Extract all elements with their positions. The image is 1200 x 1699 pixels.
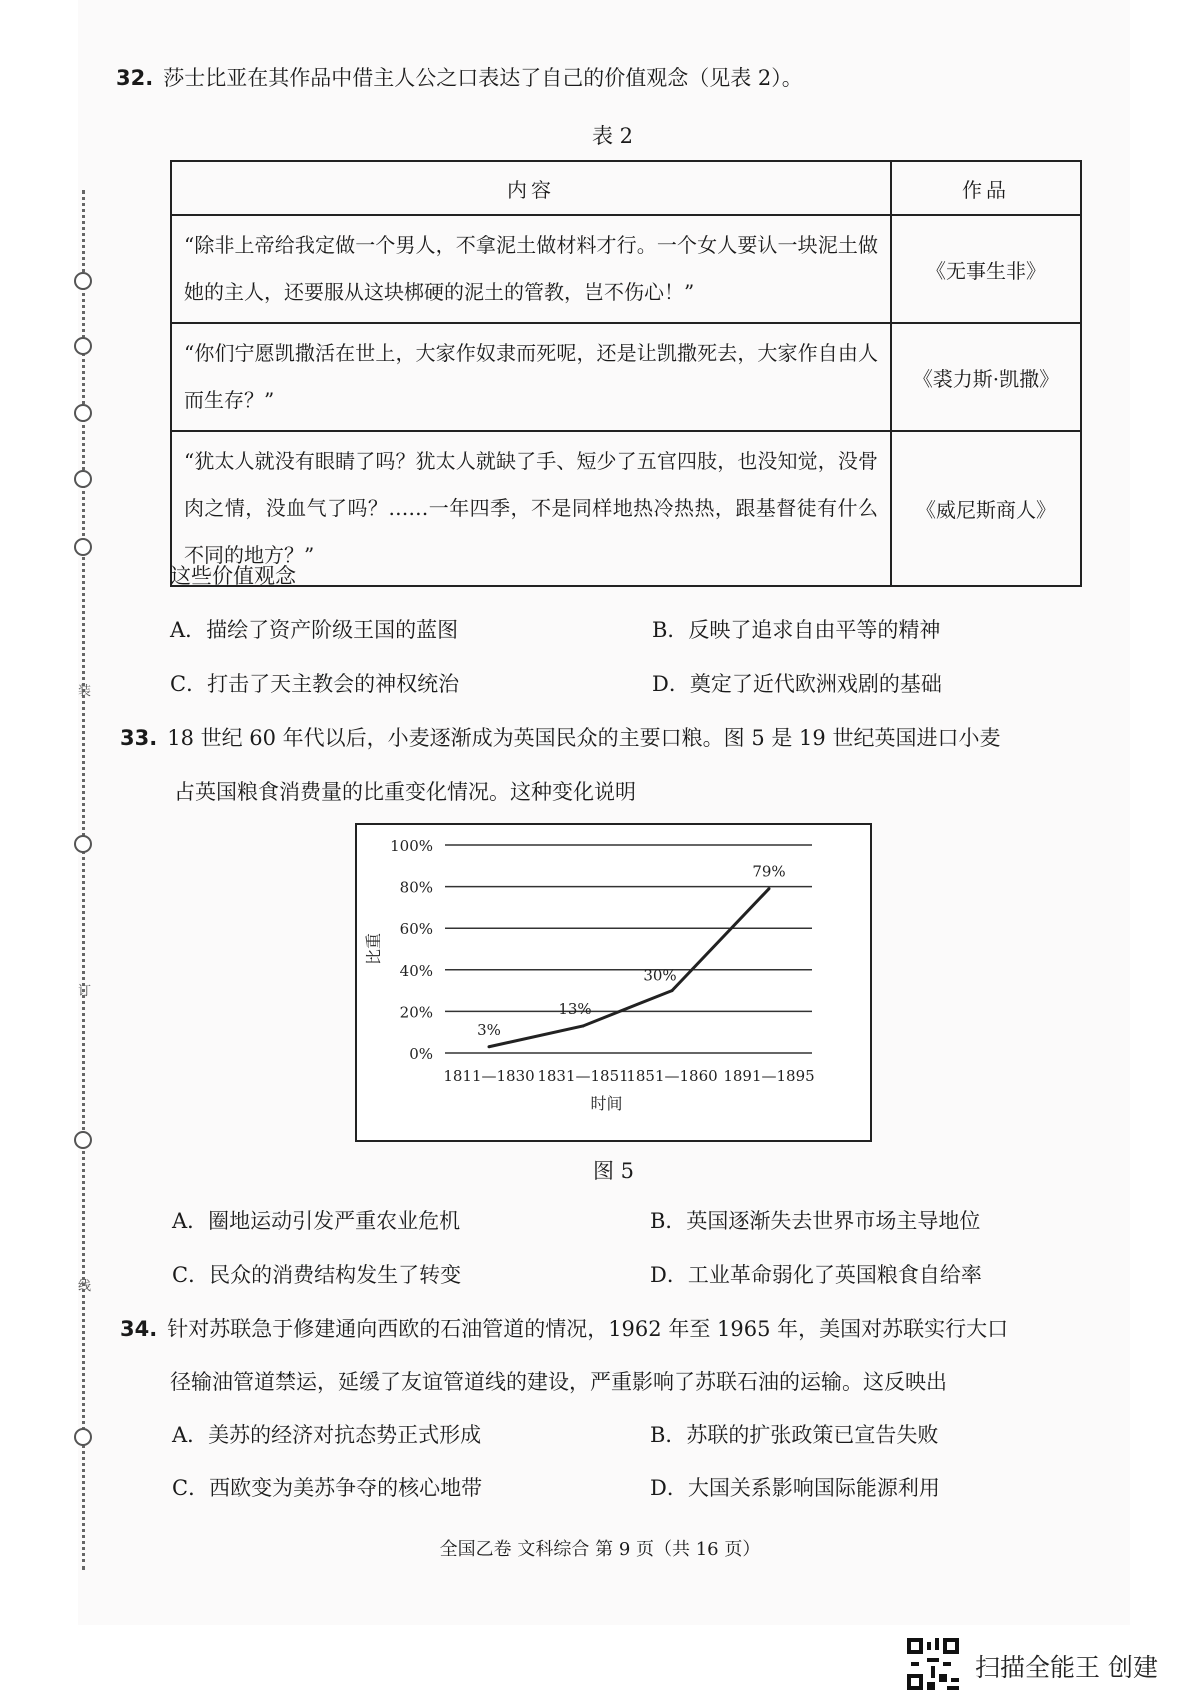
- binding-label: 线: [78, 1279, 92, 1294]
- y-tick-label: 60%: [399, 920, 433, 939]
- x-tick-label: 1831—1851: [537, 1067, 629, 1085]
- option-d: D．大国关系影响国际能源利用: [650, 1476, 940, 1500]
- option-a: A．描绘了资产阶级王国的蓝图: [170, 618, 459, 642]
- option-b: B．英国逐渐失去世界市场主导地位: [650, 1209, 981, 1233]
- table-header-row: [171, 161, 1081, 215]
- x-tick-label: 1891—1895: [723, 1067, 815, 1085]
- page-footer: 全国乙卷 文科综合 第 9 页（共 16 页）: [439, 1539, 761, 1560]
- data-label: 30%: [643, 966, 677, 985]
- data-point: [671, 989, 674, 992]
- binding-hole: [74, 835, 92, 853]
- option-a: A．圈地运动引发严重农业危机: [172, 1209, 461, 1233]
- qr-code-icon: [907, 1638, 959, 1690]
- question-text: 莎士比亚在其作品中借主人公之口表达了自己的价值观念（见表 2）。: [163, 66, 803, 90]
- row-work: 《威尼斯商人》: [891, 431, 1081, 586]
- y-tick-label: 0%: [409, 1045, 433, 1063]
- binding-hole: [74, 470, 92, 488]
- binding-hole: [74, 1428, 92, 1446]
- option-a: A．美苏的经济对抗态势正式形成: [172, 1423, 482, 1447]
- binding-hole: [74, 337, 92, 355]
- binding-line: [82, 190, 89, 1570]
- series-line: [489, 889, 769, 1047]
- table-row: [171, 215, 1081, 323]
- scanner-watermark: 扫描全能王 创建: [975, 1653, 1158, 1682]
- table-row: [171, 431, 1081, 586]
- y-tick-label: 100%: [390, 837, 433, 855]
- y-axis-label: 比重: [364, 932, 383, 966]
- y-tick-label: 20%: [399, 1003, 433, 1022]
- option-d: D．奠定了近代欧洲戏剧的基础: [652, 672, 942, 696]
- question-34-stem: [120, 1315, 1008, 1343]
- table-row: [171, 323, 1081, 431]
- binding-hole: [74, 272, 92, 290]
- question-number: 33.: [120, 726, 158, 750]
- figure-5-chart: [355, 823, 872, 1142]
- table-title: 表 2: [592, 124, 634, 148]
- data-label: 79%: [752, 862, 786, 881]
- question-32-stem: [116, 64, 803, 92]
- question-text: 18 世纪 60 年代以后，小麦逐渐成为英国民众的主要口粮。图 5 是 19 世纪英国进口小麦: [167, 726, 1001, 750]
- data-point: [768, 887, 771, 890]
- binding-label: 订: [78, 984, 92, 999]
- binding-label: 装: [78, 684, 92, 699]
- question-32-lead: 这些价值观念: [170, 564, 296, 588]
- option-c: C．西欧变为美苏争夺的核心地带: [172, 1476, 483, 1500]
- option-b: B．反映了追求自由平等的精神: [652, 618, 941, 642]
- values-table: [170, 160, 1082, 587]
- question-34-stem-line2: 径输油管道禁运，延缓了友谊管道线的建设，严重影响了苏联石油的运输。这反映出: [170, 1370, 947, 1394]
- header-content: 内容: [171, 161, 891, 215]
- x-axis-label: 时间: [590, 1094, 623, 1113]
- x-tick-label: 1811—1830: [443, 1067, 535, 1085]
- figure-caption: 图 5: [593, 1159, 635, 1183]
- question-33-stem-line2: 占英国粮食消费量的比重变化情况。这种变化说明: [174, 780, 636, 804]
- option-d: D．工业革命弱化了英国粮食自给率: [650, 1263, 982, 1287]
- header-work: 作品: [891, 161, 1081, 215]
- x-tick-label: 1851—1860: [626, 1067, 718, 1085]
- binding-hole: [74, 1131, 92, 1149]
- line-chart: [357, 825, 870, 1140]
- data-point: [488, 1045, 491, 1048]
- data-label: 13%: [558, 999, 592, 1018]
- binding-hole: [74, 404, 92, 422]
- row-content: “犹太人就没有眼睛了吗？犹太人就缺了手、短少了五官四肢，也没知觉，没骨肉之情，没血气了吗？……一年四季，不是同样地热冷热热，跟基督徒有什么不同的地方？”: [171, 431, 891, 586]
- question-text: 针对苏联急于修建通向西欧的石油管道的情况，1962 年至 1965 年，美国对苏联实行大口: [167, 1317, 1009, 1341]
- y-tick-label: 80%: [399, 878, 433, 897]
- row-work: 《无事生非》: [891, 215, 1081, 323]
- y-tick-label: 40%: [399, 961, 433, 980]
- option-c: C．民众的消费结构发生了转变: [172, 1263, 462, 1287]
- binding-hole: [74, 538, 92, 556]
- row-content: “除非上帝给我定做一个男人，不拿泥土做材料才行。一个女人要认一块泥土做她的主人，还要服从这块梆硬的泥土的管教，岂不伤心！”: [171, 215, 891, 323]
- row-content: “你们宁愿凯撒活在世上，大家作奴隶而死呢，还是让凯撒死去，大家作自由人而生存？”: [171, 323, 891, 431]
- option-c: C．打击了天主教会的神权统治: [170, 672, 460, 696]
- question-number: 34.: [120, 1317, 158, 1341]
- data-point: [582, 1024, 585, 1027]
- option-b: B．苏联的扩张政策已宣告失败: [650, 1423, 939, 1447]
- question-number: 32.: [116, 66, 154, 90]
- question-33-stem: [120, 724, 1000, 752]
- row-work: 《裘力斯·凯撒》: [891, 323, 1081, 431]
- data-label: 3%: [477, 1020, 501, 1039]
